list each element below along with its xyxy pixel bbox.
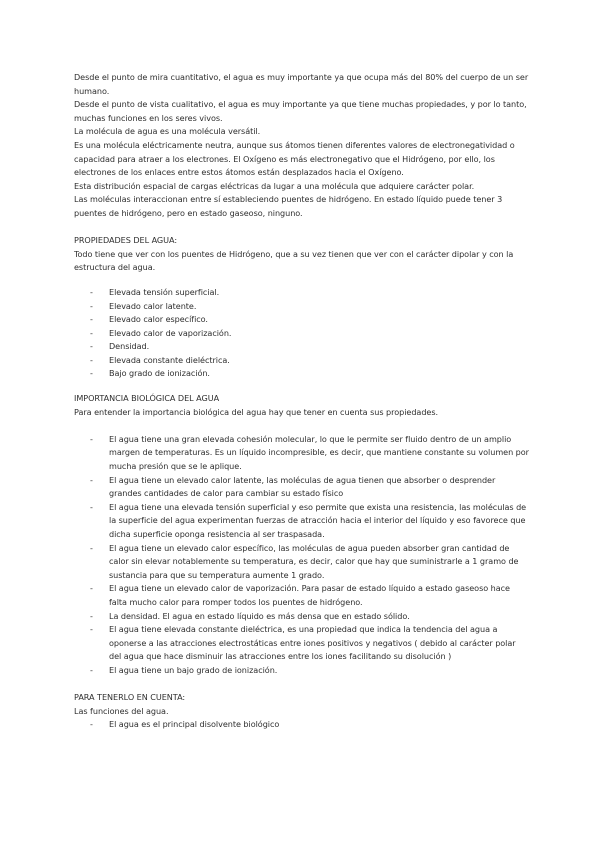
dash-bullet: - [90, 341, 93, 352]
list-item-line: El agua tiene elevada constante dieléctrica, es una propiedad que indica la tendencia del agua a [109, 624, 498, 635]
list-item-line: El agua tiene un elevado calor de vaporización. Para pasar de estado líquido a estado gaseoso hace [109, 583, 510, 594]
tener-en-cuenta-heading: PARA TENERLO EN CUENTA: [74, 692, 186, 703]
propiedades-list [74, 286, 544, 381]
intro-line: capacidad para atraer a los electrones. El Oxígeno es más electronegativo que el Hidrógeno, por ello, los [74, 153, 495, 164]
list-item [74, 582, 544, 609]
list-item-line: del agua que hace disminuir las atracciones entre los iones facilitando su disolución ) [109, 651, 452, 662]
list-item [74, 313, 544, 327]
list-item [74, 286, 544, 300]
list-item [74, 433, 544, 474]
list-item-text: Elevado calor de vaporización. [109, 327, 232, 338]
importancia-intro-line: Para entender la importancia biológica del agua hay que tener en cuenta sus propiedades. [74, 406, 439, 417]
list-item [74, 354, 544, 368]
list-item [74, 610, 544, 624]
tener-en-cuenta-intro-line: Las funciones del agua. [74, 705, 169, 716]
list-item-line: la superficie del agua experimentan fuerzas de atracción hacia el interior del líquido y eso favorece que [109, 515, 526, 526]
propiedades-section [74, 234, 544, 381]
dash-bullet: - [90, 501, 93, 512]
list-item-text: El agua es el principal disolvente biológico [109, 719, 280, 730]
list-item-line: El agua tiene una elevada tensión superficial y eso permite que exista una resistencia, las moléculas de [109, 501, 527, 512]
list-item [74, 501, 544, 542]
list-item-line: La densidad. El agua en estado líquido es más densa que en estado sólido. [109, 610, 410, 621]
list-item-text: Elevado calor específico. [109, 314, 208, 325]
list-item-line: grandes cantidades de calor para cambiar su estado físico [109, 488, 344, 499]
propiedades-intro-line: Todo tiene que ver con los puentes de Hidrógeno, que a su vez tienen que ver con el carácter dipolar y con la [74, 248, 514, 259]
list-item [74, 664, 544, 678]
list-item-line: calor sin elevar notablemente su temperatura, es decir, calor que hay que suministrarle a 1 gramo de [109, 556, 519, 567]
intro-line: La molécula de agua es una molécula versátil. [74, 126, 261, 137]
list-item [74, 542, 544, 583]
dash-bullet: - [90, 433, 93, 444]
list-item [74, 327, 544, 341]
dash-bullet: - [90, 286, 93, 297]
intro-line: puentes de hidrógeno, pero en estado gaseoso, ninguno. [74, 207, 303, 218]
dash-bullet: - [90, 474, 93, 485]
tener-en-cuenta-list [74, 718, 544, 732]
tener-en-cuenta-section [74, 691, 544, 732]
list-item [74, 300, 544, 314]
list-item-text: Elevada constante dieléctrica. [109, 354, 230, 365]
list-item-line: El agua tiene un elevado calor latente, las moléculas de agua tienen que absorber o desprender [109, 474, 496, 485]
intro-line: humano. [74, 85, 110, 96]
list-item-text: Elevado calor latente. [109, 300, 197, 311]
list-item-text: Densidad. [109, 341, 150, 352]
list-item-text: Bajo grado de ionización. [109, 368, 210, 379]
list-item-line: falta mucho calor para romper todos los puentes de hidrógeno. [109, 596, 363, 607]
intro-line: Desde el punto de mira cuantitativo, el agua es muy importante ya que ocupa más del 80% del cuerpo de un ser [74, 72, 529, 82]
list-item-line: margen de temperaturas. Es un líquido incompresible, es decir, que mantiene constante su volumen por [109, 447, 529, 458]
intro-section [74, 71, 544, 221]
dash-bullet: - [90, 314, 93, 325]
list-item-text: Elevada tensión superficial. [109, 286, 220, 297]
list-item-line: El agua tiene una gran elevada cohesión molecular, lo que le permite ser fluido dentro de un amplio [109, 433, 512, 444]
dash-bullet: - [90, 610, 93, 621]
list-item [74, 474, 544, 501]
propiedades-intro-line: estructura del agua. [74, 262, 156, 273]
dash-bullet: - [90, 624, 93, 635]
dash-bullet: - [90, 664, 93, 675]
list-item-line: El agua tiene un elevado calor específico, las moléculas de agua pueden absorber gran cantidad de [109, 542, 510, 553]
list-item-line: mucha presión que se le aplique. [109, 461, 242, 472]
list-item [74, 718, 544, 732]
propiedades-heading: PROPIEDADES DEL AGUA: [74, 235, 178, 246]
dash-bullet: - [90, 368, 93, 379]
intro-line: electrones de los enlaces entre estos átomos están desplazados hacia el Oxígeno. [74, 167, 404, 178]
dash-bullet: - [90, 719, 93, 730]
intro-line: Esta distribución espacial de cargas eléctricas da lugar a una molécula que adquiere carácter polar. [74, 180, 475, 191]
importancia-section [74, 392, 544, 677]
list-item [74, 623, 544, 664]
list-item [74, 340, 544, 354]
intro-line: muchas funciones en los seres vivos. [74, 112, 223, 123]
list-item-line: dicha superficie oponga resistencia al ser traspasada. [109, 529, 325, 539]
list-item-line: oponerse a las atracciones electrostáticas entre iones positivos y negativos ( debido al carácter polar [109, 637, 516, 648]
dash-bullet: - [90, 354, 93, 365]
list-item-line: El agua tiene un bajo grado de ionización. [109, 664, 278, 675]
dash-bullet: - [90, 327, 93, 338]
document-page [74, 71, 544, 732]
dash-bullet: - [90, 542, 93, 553]
list-item [74, 367, 544, 381]
intro-line: Las moléculas interaccionan entre sí estableciendo puentes de hidrógeno. En estado líquido puede tener 3 [74, 194, 503, 205]
importancia-heading: IMPORTANCIA BIOLÓGICA DEL AGUA [74, 393, 220, 404]
intro-line: Desde el punto de vista cualitativo, el agua es muy importante ya que tiene muchas propiedades, y por lo tanto, [74, 99, 527, 110]
importancia-list [74, 433, 544, 678]
list-item-line: sustancia para que su temperatura aumente 1 grado. [109, 569, 325, 580]
dash-bullet: - [90, 583, 93, 594]
intro-line: Es una molécula eléctricamente neutra, aunque sus átomos tienen diferentes valores de electronegatividad o [74, 139, 515, 150]
dash-bullet: - [90, 300, 93, 311]
